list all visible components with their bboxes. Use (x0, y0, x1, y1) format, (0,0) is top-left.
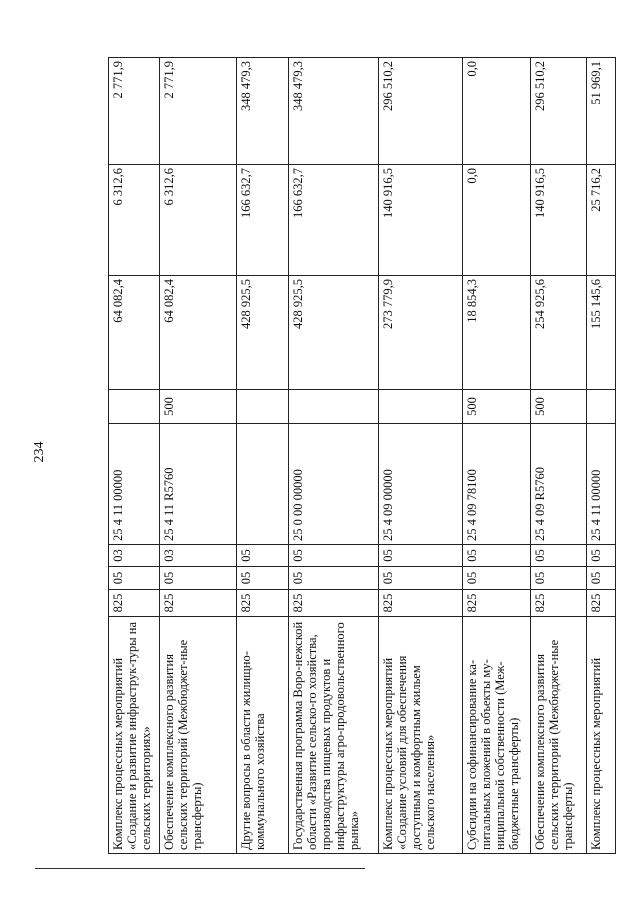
cell-csr: 25 4 09 00000 (379, 424, 463, 545)
table-row (463, 58, 531, 854)
cell-name: Государственная программа Воро-нежской области «Развитие сельско-го хозяйства, производства пищевых продуктов и инфраструктуры агро-продовольственного рынка» (289, 617, 379, 854)
cell-v3: 296 510,2 (531, 58, 587, 165)
table-row (160, 58, 237, 854)
cell-name: Обеспечение комплексного развития сельских территорий (Межбюджет-ные трансферты) (160, 617, 237, 854)
cell-razdel: 05 (289, 567, 379, 590)
cell-v1: 64 082,4 (160, 276, 237, 390)
cell-v3: 2 771,9 (160, 58, 237, 165)
cell-admin: 825 (109, 590, 160, 617)
cell-razdel: 05 (379, 567, 463, 590)
cell-admin: 825 (463, 590, 531, 617)
cell-csr: 25 0 00 00000 (289, 424, 379, 545)
cell-v2: 0,0 (463, 165, 531, 276)
cell-razdel: 05 (237, 567, 289, 590)
cell-v2: 6 312,6 (109, 165, 160, 276)
cell-v2: 140 916,5 (379, 165, 463, 276)
cell-admin: 825 (160, 590, 237, 617)
cell-name: Комплекс процессных мероприятий «Создание условий для обеспечения доступным и комфортным жильем сельского населения» (379, 617, 463, 854)
cell-podrazdel: 03 (109, 545, 160, 567)
cell-csr: 25 4 11 00000 (109, 424, 160, 545)
cell-v1: 18 854,3 (463, 276, 531, 390)
cell-admin: 825 (379, 590, 463, 617)
cell-admin: 825 (531, 590, 587, 617)
cell-name: Комплекс процессных мероприятий (587, 617, 616, 854)
cell-vr: 500 (531, 390, 587, 424)
cell-v2: 166 632,7 (289, 165, 379, 276)
cell-v1: 273 779,9 (379, 276, 463, 390)
cell-v1: 64 082,4 (109, 276, 160, 390)
cell-csr: 25 4 09 78100 (463, 424, 531, 545)
cell-csr: 25 4 11 R5760 (160, 424, 237, 545)
cell-admin: 825 (587, 590, 616, 617)
cell-v2: 25 716,2 (587, 165, 616, 276)
cell-podrazdel: 05 (289, 545, 379, 567)
budget-table-rotated (108, 58, 615, 854)
cell-razdel: 05 (587, 567, 616, 590)
cell-vr (237, 390, 289, 424)
cell-v3: 296 510,2 (379, 58, 463, 165)
table-row (379, 58, 463, 854)
cell-csr: 25 4 11 00000 (587, 424, 616, 545)
cell-podrazdel: 05 (237, 545, 289, 567)
cell-vr (289, 390, 379, 424)
cell-v3: 348 479,3 (289, 58, 379, 165)
cell-podrazdel: 05 (379, 545, 463, 567)
cell-v1: 155 145,6 (587, 276, 616, 390)
cell-name: Обеспечение комплексного развития сельских территорий (Межбюджет-ные трансферты) (531, 617, 587, 854)
budget-table (108, 57, 616, 854)
cell-vr: 500 (160, 390, 237, 424)
cell-name: Другие вопросы в области жилищно-коммунального хозяйства (237, 617, 289, 854)
cell-podrazdel: 05 (463, 545, 531, 567)
cell-admin: 825 (289, 590, 379, 617)
cell-vr (587, 390, 616, 424)
cell-v2: 140 916,5 (531, 165, 587, 276)
table-row (237, 58, 289, 854)
cell-podrazdel: 03 (160, 545, 237, 567)
cell-razdel: 05 (463, 567, 531, 590)
cell-csr: 25 4 09 R5760 (531, 424, 587, 545)
cell-vr (379, 390, 463, 424)
table-row (289, 58, 379, 854)
cell-podrazdel: 05 (531, 545, 587, 567)
table-row (531, 58, 587, 854)
cell-v1: 254 925,6 (531, 276, 587, 390)
cell-admin: 825 (237, 590, 289, 617)
page-number: 234 (32, 441, 47, 463)
cell-v1: 428 925,5 (237, 276, 289, 390)
cell-razdel: 05 (160, 567, 237, 590)
cell-razdel: 05 (109, 567, 160, 590)
cell-vr (109, 390, 160, 424)
cell-v3: 2 771,9 (109, 58, 160, 165)
cell-podrazdel: 05 (587, 545, 616, 567)
cell-razdel: 05 (531, 567, 587, 590)
cell-csr (237, 424, 289, 545)
cell-vr: 500 (463, 390, 531, 424)
cell-v2: 166 632,7 (237, 165, 289, 276)
cell-v1: 428 925,5 (289, 276, 379, 390)
cell-v3: 51 969,1 (587, 58, 616, 165)
cell-v2: 6 312,6 (160, 165, 237, 276)
cell-v3: 0,0 (463, 58, 531, 165)
cell-name: Комплекс процессных мероприятий «Создание и развитие инфраструк-туры на сельских территориях» (109, 617, 160, 854)
table-row (109, 58, 160, 854)
cell-name: Субсидии на софинансирование ка-питальных вложений в объекты му-ниципальной собственности (Меж-бюджетные трансферты) (463, 617, 531, 854)
footer-rule (35, 868, 365, 869)
cell-v3: 348 479,3 (237, 58, 289, 165)
table-row (587, 58, 616, 854)
